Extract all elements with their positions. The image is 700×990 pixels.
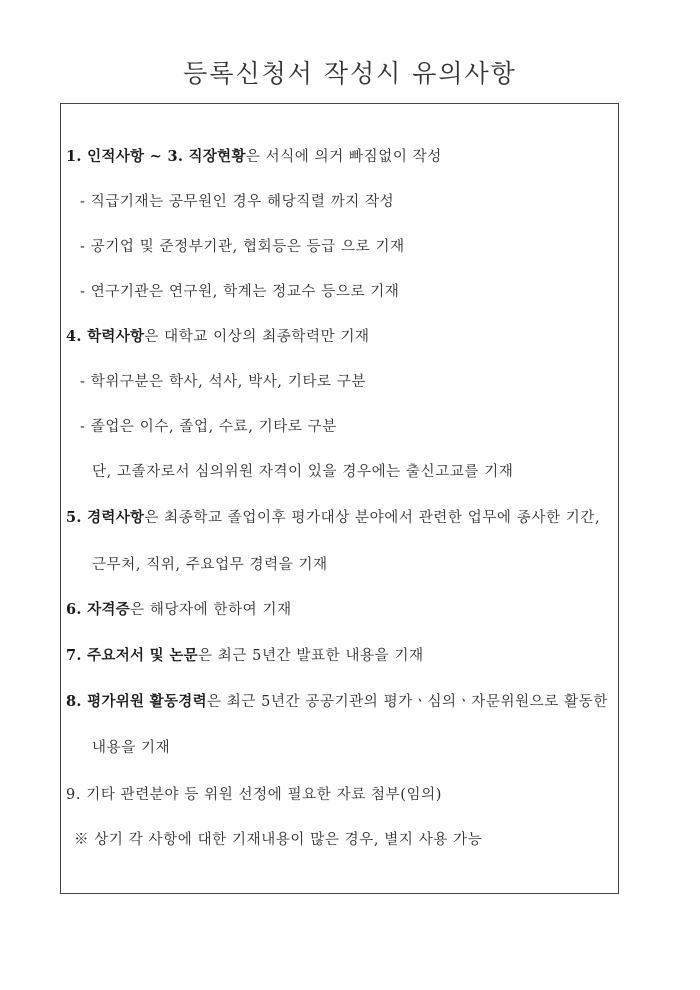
item-6-text: 은 해당자에 한하여 기재 — [130, 602, 292, 618]
footnote: ※ 상기 각 사항에 대한 기재내용이 많은 경우, 별지 사용 가능 — [74, 832, 483, 848]
item-8-text: 은 최근 5년간 공공기관의 평가ㆍ심의ㆍ자문위원으로 활동한 — [206, 694, 608, 710]
item-5-continuation: 근무처, 직위, 주요업무 경력을 기재 — [92, 557, 328, 573]
item-5 — [66, 507, 600, 529]
item-6 — [66, 599, 292, 621]
item-6-heading: 6. 자격증 — [66, 601, 131, 618]
item-1-sub-3: - 연구기관은 연구원, 학계는 정교수 등으로 기재 — [80, 284, 400, 300]
item-4-continuation: 단, 고졸자로서 심의위원 자격이 있을 경우에는 출신고교를 기재 — [92, 464, 514, 480]
item-1-sub-2: - 공기업 및 준정부기관, 협회등은 등급 으로 기재 — [80, 239, 405, 255]
page-title: 등록신청서 작성시 유의사항 — [183, 59, 517, 88]
notice-box — [60, 103, 619, 894]
item-4 — [66, 326, 370, 348]
item-1-heading: 1. 인적사항 ~ 3. 직장현황 — [66, 148, 246, 165]
item-4-text: 은 대학교 이상의 최종학력만 기재 — [144, 329, 370, 345]
item-9-text: 9. 기타 관련분야 등 위원 선정에 필요한 자료 첨부(임의) — [66, 787, 442, 803]
item-4-sub-1: - 학위구분은 학사, 석사, 박사, 기타로 구분 — [80, 374, 367, 390]
item-7 — [66, 645, 424, 667]
item-1-text: 은 서식에 의거 빠짐없이 작성 — [245, 149, 442, 165]
item-7-text: 은 최근 5년간 발표한 내용을 기재 — [197, 648, 424, 664]
item-1 — [66, 146, 442, 168]
item-9 — [66, 784, 442, 806]
item-4-heading: 4. 학력사항 — [66, 328, 145, 345]
item-5-heading: 5. 경력사항 — [66, 509, 145, 526]
item-1-sub-1: - 직급기재는 공무원인 경우 해당직렬 까지 작성 — [80, 194, 395, 210]
item-4-sub-2: - 졸업은 이수, 졸업, 수료, 기타로 구분 — [80, 419, 337, 435]
item-8 — [66, 691, 608, 713]
item-8-continuation: 내용을 기재 — [92, 740, 171, 756]
item-8-heading: 8. 평가위원 활동경력 — [66, 693, 207, 710]
item-7-heading: 7. 주요저서 및 논문 — [66, 647, 198, 664]
item-5-text: 은 최종학교 졸업이후 평가대상 분야에서 관련한 업무에 종사한 기간, — [144, 510, 601, 526]
